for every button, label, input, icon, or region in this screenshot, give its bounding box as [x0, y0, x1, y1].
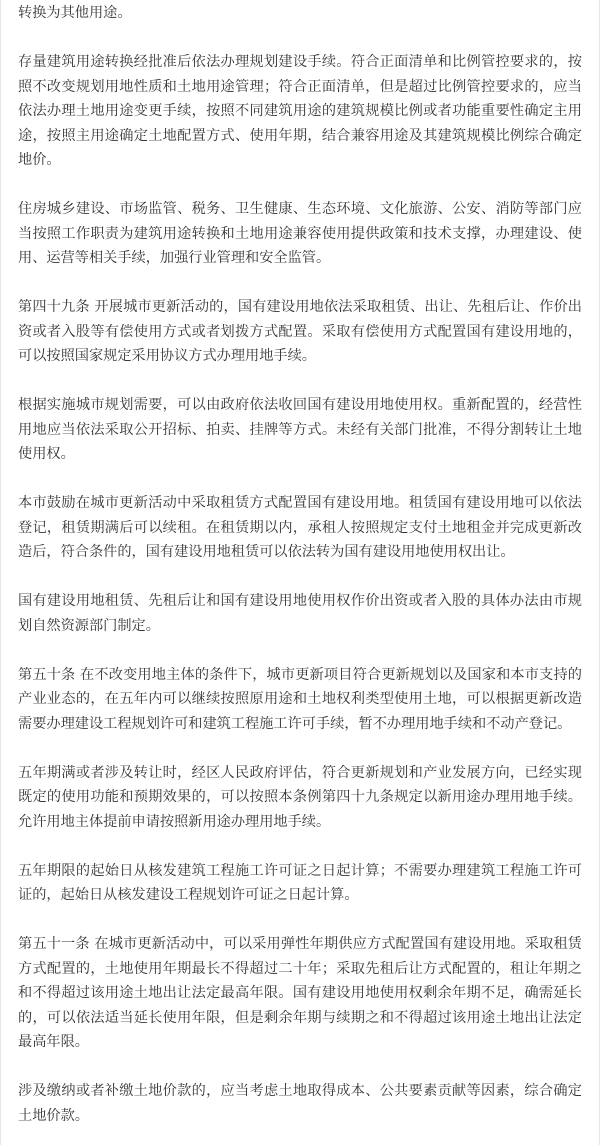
paragraph: 根据实施城市规划需要，可以由政府依法收回国有建设用地使用权。重新配置的，经营性用地应当依法采取公开招标、拍卖、挂牌等方式。未经有关部门批准，不得分割转让土地使用权。: [18, 397, 582, 462]
paragraph: 国有建设用地租赁、先租后让和国有建设用地使用权作价出资或者入股的具体办法由市规划自然资源部门制定。: [18, 593, 582, 634]
paragraph: 第四十九条 开展城市更新活动的，国有建设用地依法采取租赁、出让、先租后让、作价出资或者入股等有偿使用方式或者划拨方式配置。采取有偿使用方式配置国有建设用地的，可以按照国家规定采用协议方式办理用地手续。: [18, 299, 582, 364]
paragraph: 本市鼓励在城市更新活动中采取租赁方式配置国有建设用地。租赁国有建设用地可以依法登记，租赁期满后可以续租。在租赁期以内，承租人按照规定支付土地租金并完成更新改造后，符合条件的，国有建设用地租赁可以依法转为国有建设用地使用权出让。: [18, 495, 582, 560]
paragraph: 第五十一条 在城市更新活动中，可以采用弹性年期供应方式配置国有建设用地。采取租赁方式配置的，土地使用年期最长不得超过二十年；采取先租后让方式配置的，租让年期之和不得超过该用途土地出让法定最高年限。国有建设用地使用权剩余年期不足，确需延长的，可以依法适当延长使用年限，但是剩余年期与续期之和不得超过该用途土地出让法定最高年限。: [18, 936, 582, 1050]
paragraph: 第五十条 在不改变用地主体的条件下，城市更新项目符合更新规划以及国家和本市支持的产业业态的，在五年内可以继续按照原用途和土地权利类型使用土地，可以根据更新改造需要办理建设工程规划许可和建筑工程施工许可手续，暂不办理用地手续和不动产登记。: [18, 666, 582, 732]
paragraph: 五年期满或者涉及转让时，经区人民政府评估，符合更新规划和产业发展方向，已经实现既定的使用功能和预期效果的，可以按照本条例第四十九条规定以新用途办理用地手续。允许用地主体提前申请按照新用途办理用地手续。: [18, 764, 582, 830]
paragraph: 五年期限的起始日从核发建筑工程施工许可证之日起计算；不需要办理建筑工程施工许可证的，起始日从核发建设工程规划许可证之日起计算。: [18, 862, 582, 903]
paragraph: 转换为其他用途。: [18, 5, 132, 21]
paragraph: 涉及缴纳或者补缴土地价款的，应当考虑土地取得成本、公共要素贡献等因素，综合确定土地价款。: [18, 1083, 582, 1124]
paragraph: 存量建筑用途转换经批准后依法办理规划建设手续。符合正面清单和比例管控要求的，按照不改变规划用地性质和土地用途管理；符合正面清单，但是超过比例管控要求的，应当依法办理土地用途变更手续，按照不同建筑用途的建筑规模比例或者功能重要性确定主用途，按照主用途确定土地配置方式、使用年期，结合兼容用途及其建筑规模比例综合确定地价。: [18, 54, 582, 168]
paragraph: 住房城乡建设、市场监管、税务、卫生健康、生态环境、文化旅游、公安、消防等部门应当按照工作职责为建筑用途转换和土地用途兼容使用提供政策和技术支撑，办理建设、使用、运营等相关手续，加强行业管理和安全监管。: [18, 201, 582, 266]
